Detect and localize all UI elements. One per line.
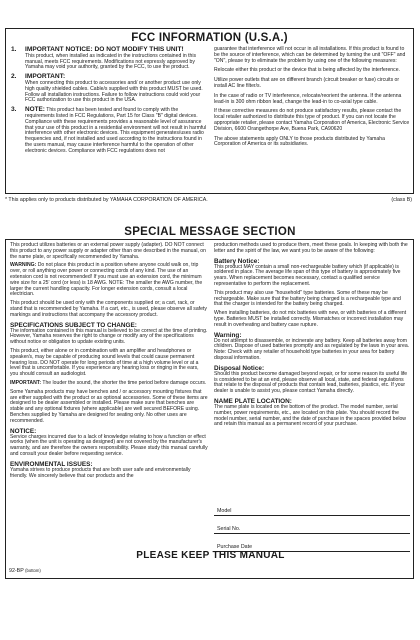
page-code	[9, 568, 41, 574]
serial-number-label: Serial No.	[217, 526, 241, 532]
special-paragraph-text: Yamaha strives to produce products that are both user safe and environmentally friendly. We sincerely believe that our products and the	[10, 466, 191, 479]
fcc-item-2	[11, 74, 207, 104]
special-paragraph	[10, 381, 208, 387]
special-paragraph-text: Do not place this product in a position where anyone could walk on, trip over, or roll anything over power or connecting cords of any kind. The use of an extension cord is not recommended! If you must use an extension cord, the minimum wire size for a 25' cord (or less) is 18 AWG. NOTE: The smaller the AWG number, the larger the current handling capacity. For longer extension cords, consult a local electrician.	[10, 262, 203, 298]
special-paragraph	[214, 258, 410, 288]
special-paragraph	[10, 461, 208, 480]
fcc-item-text: When connecting this product to accessories and/ or another product use only high quality shielded cables. Cable/s supplied with this product MUST be used. Follow all installation instructions. Failure to follow instructions could void your FCC authorization to use this product in the USA.	[25, 79, 203, 104]
fcc-paragraph: Relocate either this product or the device that is being affected by the interference.	[214, 67, 400, 74]
special-paragraph	[214, 398, 410, 428]
model-label: Model	[217, 508, 232, 514]
page-code-number: 92-BP	[9, 568, 24, 574]
special-paragraph	[10, 390, 208, 425]
fcc-item-text: This product has been tested and found to comply with the requirements listed in FCC Regulations, Part 15 for Class "B" digital devices. Compliance with these requirements provides a reasonable level of assurance that your use of this product in a residential environment will not result in harmful interference with other electronic devices. This equipment generates/uses radio frequencies and, if not installed and used according to the instructions found in the users manual, may cause interference harmful to the operation of other electronic devices. Compliance with FCC regulations does not	[25, 107, 207, 154]
special-paragraph-text: Some Yamaha products may have benches and / or accessory mounting fixtures that are either supplied with the product or as optional accessories. Some of these items are designed to be dealer assembled or installed. Please make sure that benches are stable and any optional fixtures (where applicable) are well secured BEFORE using. Benches supplied by Yamaha are designed for seating only. No other uses are recommended.	[10, 388, 208, 424]
special-paragraph	[10, 301, 208, 318]
keep-manual-title: PLEASE KEEP THIS MANUAL	[136, 550, 285, 561]
special-paragraph	[214, 332, 410, 362]
fcc-paragraph: The above statements apply ONLY to those products distributed by Yamaha Corporation of America or its subsidiaries.	[214, 135, 385, 148]
special-paragraph	[10, 349, 208, 378]
environmental-heading: ENVIRONMENTAL ISSUES:	[10, 460, 93, 468]
special-paragraph-text: The name plate is located on the bottom of the product. The model number, serial number, power requirements, etc., are located on this plate. You should record the model number, serial number, and the date of purchase in the spaces provided below and retain this manual as a permanent record of your purchase.	[214, 403, 406, 428]
fcc-item-3	[11, 107, 207, 154]
special-paragraph	[214, 291, 410, 308]
special-left-column	[10, 243, 208, 482]
page-code-suffix: (bottom)	[25, 568, 41, 573]
special-paragraph	[214, 311, 410, 328]
special-paragraph-text: When installing batteries, do not mix batteries with new, or with batteries of a different type. Batteries MUST be installed correctly. Mismatches or incorrect installation may result in overheating and battery case rupture.	[214, 310, 407, 328]
special-paragraph	[10, 243, 208, 260]
fcc-title: FCC INFORMATION (U.S.A.)	[131, 32, 288, 44]
special-paragraph-text: Should this product become damaged beyond repair, or for some reason its useful life is considered to be at an end, please observe all local, state, and federal regulations that relate to the disposal of products that contain lead, batteries, plastics, etc. If your dealer is unable to assist you, please contact Yamaha directly.	[214, 370, 408, 395]
fcc-class-label: (class B)	[391, 197, 412, 203]
fcc-item-number: 3.	[11, 106, 17, 114]
special-paragraph	[214, 365, 410, 395]
fcc-item-number: 1.	[11, 46, 17, 53]
fcc-item-number: 2.	[11, 73, 17, 81]
name-plate-heading: NAME PLATE LOCATION:	[214, 397, 292, 405]
special-paragraph-text: Service charges incurred due to a lack of knowledge relating to how a function or effect works (when the unit is operating as designed) are not covered by the manufacturer's warranty, and are therefore the owners responsibility. Please study this manual carefully and consult your dealer before requesting service.	[10, 433, 208, 457]
fcc-item-heading: IMPORTANT NOTICE: DO NOT MODIFY THIS UNIT!	[25, 46, 184, 53]
fcc-paragraph: Utilize power outlets that are on different branch (circuit breaker or fuse) circuits or install AC line filter/s.	[214, 77, 400, 89]
special-paragraph-text: This product MAY contain a small non-rechargeable battery which (if applicable) is soldered in place. The average life span of this type of battery is approximately five years. When replacement becomes necessary, contact a qualified service representative to perform the replacement.	[214, 263, 401, 287]
fcc-information-box	[5, 28, 414, 194]
special-paragraph-text: This product utilizes batteries or an external power supply (adapter). DO NOT connect this product to any power supply or adapter other than one described in the manual, on the name plate, or specifically recommended by Yamaha.	[10, 242, 206, 260]
fcc-left-column	[11, 47, 207, 158]
special-paragraph	[10, 263, 208, 298]
special-paragraph	[10, 428, 208, 458]
special-paragraph-text: This product, either alone or in combination with an amplifier and headphones or speaker/s, may be capable of producing sound levels that could cause permanent hearing loss. DO NOT operate for long periods of time at a high volume level or at a level that is uncomfortable. If you experience any hearing loss or ringing in the ears, you should consult an audiologist.	[10, 347, 199, 378]
disposal-notice-heading: Disposal Notice:	[214, 364, 265, 372]
special-paragraph-text: The information contained in this manual is believed to be correct at the time of printing. However, Yamaha reserves the right to change or modify any of the specifications without notice or obligation to update existing units.	[10, 327, 208, 346]
purchase-date-label: Purchase Date	[217, 544, 253, 550]
special-paragraph	[214, 243, 410, 255]
battery-warning-heading: Warning:	[214, 331, 242, 339]
special-paragraph	[10, 322, 208, 346]
fcc-right-column	[214, 47, 410, 152]
specifications-heading: SPECIFICATIONS SUBJECT TO CHANGE:	[10, 321, 137, 329]
fcc-item-1	[11, 47, 207, 71]
important-heading: IMPORTANT:	[10, 379, 42, 386]
fcc-paragraph: If these corrective measures do not produce satisfactory results, please contact the local retailer authorized to distribute this type of product. If you can not locate the appropriate retailer, please contact Yamaha Corporation of America, Electronic Service Division, 6600 Orangethorpe Ave, Buena Park, CA90620	[214, 108, 410, 132]
fcc-footnote: * This applies only to products distributed by YAMAHA CORPORATION OF AMERICA.	[5, 197, 208, 203]
fcc-item-text: This product, when installed as indicated in the instructions contained in this manual, meets FCC requirements. Modifications not expressly approved by Yamaha may void your authority, granted by the FCC, to use the product.	[25, 52, 197, 71]
fcc-paragraph: In the case of radio or TV interference, relocate/reorient the antenna. If the antenna lead-in is 300 ohm ribbon lead, change the lead-in to co-axial type cable.	[214, 92, 402, 105]
special-paragraph-text: The louder the sound, the shorter the time period before damage occurs.	[42, 379, 207, 386]
fcc-item-heading: IMPORTANT:	[25, 73, 66, 81]
special-paragraph-text: production methods used to produce them, meet these goals. In keeping with both the letter and the spirit of the law, we want you to be aware of the following:	[214, 242, 408, 254]
battery-notice-heading: Battery Notice:	[214, 257, 260, 265]
serial-number-field[interactable]	[214, 526, 410, 534]
model-field[interactable]	[214, 508, 410, 516]
fcc-paragraph: guarantee that interference will not occur in all installations. If this product is found to be the source of interference, which can be determined by turning the unit "OFF" and "ON", please try to eliminate the problem by using one of the following measures:	[214, 46, 406, 64]
fcc-item-heading: NOTE:	[25, 106, 45, 114]
notice-heading: NOTICE:	[10, 427, 37, 435]
special-paragraph-text: This product should be used only with the components supplied or; a cart, rack, or stand that is recommended by Yamaha. If a cart, etc., is used, please observe all safety markings and instructions that accompany the accessory product.	[10, 300, 207, 318]
special-right-column	[214, 242, 410, 550]
warning-heading: WARNING:	[10, 262, 37, 269]
special-message-title: SPECIAL MESSAGE SECTION	[124, 226, 296, 238]
special-paragraph-text: This product may also use "household" type batteries. Some of these may be rechargeable. Make sure that the battery being charged is a rechargeable type and that the charger is intended for the battery being charged.	[214, 289, 401, 308]
special-message-box	[5, 239, 414, 579]
special-paragraph-text: Do not attempt to disassemble, or incinerate any battery. Keep all batteries away from children. Dispose of used batteries promptly and as regulated by the laws in your area. Note: Check with any retailer of household type batteries in your area for battery disposal information.	[214, 337, 410, 361]
